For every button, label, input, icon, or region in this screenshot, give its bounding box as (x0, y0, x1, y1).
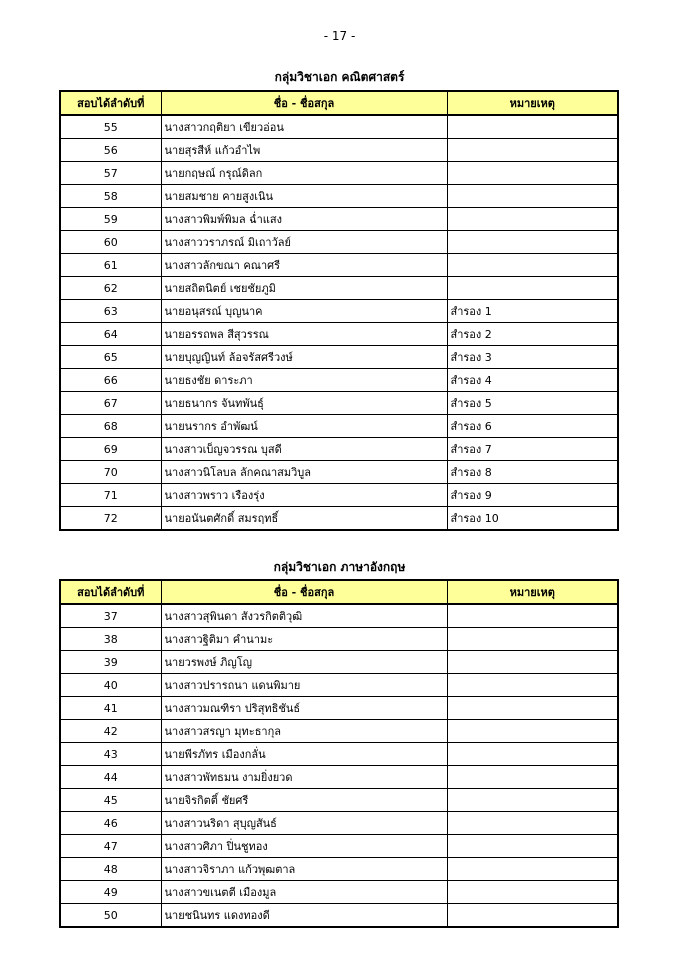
rank-cell: 67 (60, 392, 161, 415)
rank-cell: 60 (60, 231, 161, 254)
table-row (60, 254, 618, 277)
note-cell (447, 789, 618, 812)
rank-cell: 65 (60, 346, 161, 369)
name-cell: นางสาวสุพินดา สังวรกิตติวุฒิ (161, 604, 447, 628)
name-cell: นายอนุสรณ์ บุญนาค (161, 300, 447, 323)
table-row (60, 346, 618, 369)
table-row (60, 208, 618, 231)
name-cell: นางสาวพราว เรืองรุ่ง (161, 484, 447, 507)
note-cell (447, 743, 618, 766)
name-cell: นายอนันตศักดิ์ สมรฤทธิ์ (161, 507, 447, 531)
table-row (60, 651, 618, 674)
column-header-rank: สอบได้ลำดับที่ (60, 91, 161, 115)
table-row (60, 835, 618, 858)
table-header-row (60, 580, 618, 604)
note-cell (447, 674, 618, 697)
table-row (60, 369, 618, 392)
name-cell: นายอรรถพล สีสุวรรณ (161, 323, 447, 346)
name-cell: นางสาวนิโลบล ลักคณาสมวิบูล (161, 461, 447, 484)
table-row (60, 674, 618, 697)
math-table (59, 90, 619, 531)
table-row (60, 323, 618, 346)
note-cell (447, 254, 618, 277)
column-header-name: ชื่อ - ชื่อสกุล (161, 91, 447, 115)
rank-cell: 44 (60, 766, 161, 789)
rank-cell: 71 (60, 484, 161, 507)
table-row (60, 484, 618, 507)
note-cell (447, 812, 618, 835)
rank-cell: 59 (60, 208, 161, 231)
english-table (59, 579, 619, 928)
rank-cell: 68 (60, 415, 161, 438)
rank-cell: 43 (60, 743, 161, 766)
name-cell: นายจิรกิตติ์ ชัยศรี (161, 789, 447, 812)
column-header-note: หมายเหตุ (447, 91, 618, 115)
note-cell (447, 881, 618, 904)
rank-cell: 48 (60, 858, 161, 881)
rank-cell: 58 (60, 185, 161, 208)
note-cell (447, 904, 618, 928)
note-cell: สำรอง 9 (447, 484, 618, 507)
table-row (60, 789, 618, 812)
note-cell (447, 231, 618, 254)
note-cell: สำรอง 6 (447, 415, 618, 438)
table-row (60, 858, 618, 881)
name-cell: นายนรากร อำพัฒน์ (161, 415, 447, 438)
rank-cell: 57 (60, 162, 161, 185)
page-number: - 17 - (323, 29, 356, 43)
rank-cell: 49 (60, 881, 161, 904)
name-cell: นายธนากร จันทพันธุ์ (161, 392, 447, 415)
note-cell (447, 208, 618, 231)
rank-cell: 47 (60, 835, 161, 858)
rank-cell: 64 (60, 323, 161, 346)
rank-cell: 61 (60, 254, 161, 277)
note-cell: สำรอง 2 (447, 323, 618, 346)
column-header-note: หมายเหตุ (447, 580, 618, 604)
table-row (60, 277, 618, 300)
column-header-rank: สอบได้ลำดับที่ (60, 580, 161, 604)
note-cell (447, 858, 618, 881)
table-row (60, 628, 618, 651)
table-row (60, 162, 618, 185)
note-cell (447, 697, 618, 720)
name-cell: นายธงชัย ดาระภา (161, 369, 447, 392)
note-cell: สำรอง 10 (447, 507, 618, 531)
name-cell: นางสาววราภรณ์ มิเถาวัลย์ (161, 231, 447, 254)
rank-cell: 55 (60, 115, 161, 139)
rank-cell: 38 (60, 628, 161, 651)
rank-cell: 45 (60, 789, 161, 812)
section-title-math: กลุ่มวิชาเอก คณิตศาสตร์ (274, 70, 405, 84)
table-row (60, 697, 618, 720)
note-cell (447, 277, 618, 300)
rank-cell: 56 (60, 139, 161, 162)
name-cell: นายกฤษณ์ กรุณ์ดิลก (161, 162, 447, 185)
table-row (60, 881, 618, 904)
note-cell (447, 162, 618, 185)
note-cell (447, 115, 618, 139)
table-row (60, 766, 618, 789)
table-row (60, 300, 618, 323)
column-header-name: ชื่อ - ชื่อสกุล (161, 580, 447, 604)
note-cell (447, 185, 618, 208)
table-header-row (60, 91, 618, 115)
rank-cell: 62 (60, 277, 161, 300)
name-cell: นางสาวนริดา สุบุญสันธ์ (161, 812, 447, 835)
name-cell: นายชนินทร แดงทองดี (161, 904, 447, 928)
name-cell: นางสาวพัทธมน งามยิ่งยวด (161, 766, 447, 789)
note-cell (447, 766, 618, 789)
note-cell (447, 139, 618, 162)
table-row (60, 185, 618, 208)
name-cell: นางสาวลักขณา คณาศรี (161, 254, 447, 277)
rank-cell: 50 (60, 904, 161, 928)
table-row (60, 743, 618, 766)
note-cell: สำรอง 4 (447, 369, 618, 392)
name-cell: นางสาวพิมพ์พิมล ฉ่ำแสง (161, 208, 447, 231)
name-cell: นายสถิตนิตย์ เชยชัยภูมิ (161, 277, 447, 300)
note-cell: สำรอง 3 (447, 346, 618, 369)
note-cell: สำรอง 8 (447, 461, 618, 484)
note-cell (447, 835, 618, 858)
name-cell: นางสาวปรารถนา แดนพิมาย (161, 674, 447, 697)
name-cell: นางสาวฐิติมา คำนามะ (161, 628, 447, 651)
name-cell: นางสาวมณฑิรา ปริสุทธิชันธ์ (161, 697, 447, 720)
rank-cell: 41 (60, 697, 161, 720)
name-cell: นางสาวจิราภา แก้วพุฒตาล (161, 858, 447, 881)
rank-cell: 66 (60, 369, 161, 392)
table-row (60, 392, 618, 415)
table-row (60, 904, 618, 928)
name-cell: นางสาวขเนตตี เมืองมูล (161, 881, 447, 904)
rank-cell: 69 (60, 438, 161, 461)
rank-cell: 42 (60, 720, 161, 743)
note-cell (447, 720, 618, 743)
name-cell: นายพีรภัทร เมืองกลั่น (161, 743, 447, 766)
table-row (60, 507, 618, 531)
rank-cell: 40 (60, 674, 161, 697)
note-cell (447, 651, 618, 674)
note-cell (447, 628, 618, 651)
name-cell: นายวรพงษ์ ภิญโญ (161, 651, 447, 674)
name-cell: นายสมชาย คายสูงเนิน (161, 185, 447, 208)
note-cell: สำรอง 1 (447, 300, 618, 323)
name-cell: นางสาวศิภา ปิ่นชูทอง (161, 835, 447, 858)
name-cell: นายสุรสีห์ แก้วอำไพ (161, 139, 447, 162)
table-row (60, 461, 618, 484)
note-cell (447, 604, 618, 628)
name-cell: นางสาวสรญา มุทะธากุล (161, 720, 447, 743)
note-cell: สำรอง 5 (447, 392, 618, 415)
table-row (60, 415, 618, 438)
table-row (60, 604, 618, 628)
rank-cell: 70 (60, 461, 161, 484)
name-cell: นางสาวเบ็ญจวรรณ บุสดี (161, 438, 447, 461)
rank-cell: 46 (60, 812, 161, 835)
rank-cell: 37 (60, 604, 161, 628)
rank-cell: 72 (60, 507, 161, 531)
table-row (60, 115, 618, 139)
note-cell: สำรอง 7 (447, 438, 618, 461)
table-row (60, 438, 618, 461)
table-row (60, 812, 618, 835)
table-row (60, 720, 618, 743)
name-cell: นางสาวกฤติยา เขียวอ่อน (161, 115, 447, 139)
table-row (60, 231, 618, 254)
name-cell: นายบุญญินท์ ล้อจรัสศรีวงษ์ (161, 346, 447, 369)
section-title-english: กลุ่มวิชาเอก ภาษาอังกฤษ (273, 560, 406, 574)
rank-cell: 63 (60, 300, 161, 323)
rank-cell: 39 (60, 651, 161, 674)
table-row (60, 139, 618, 162)
